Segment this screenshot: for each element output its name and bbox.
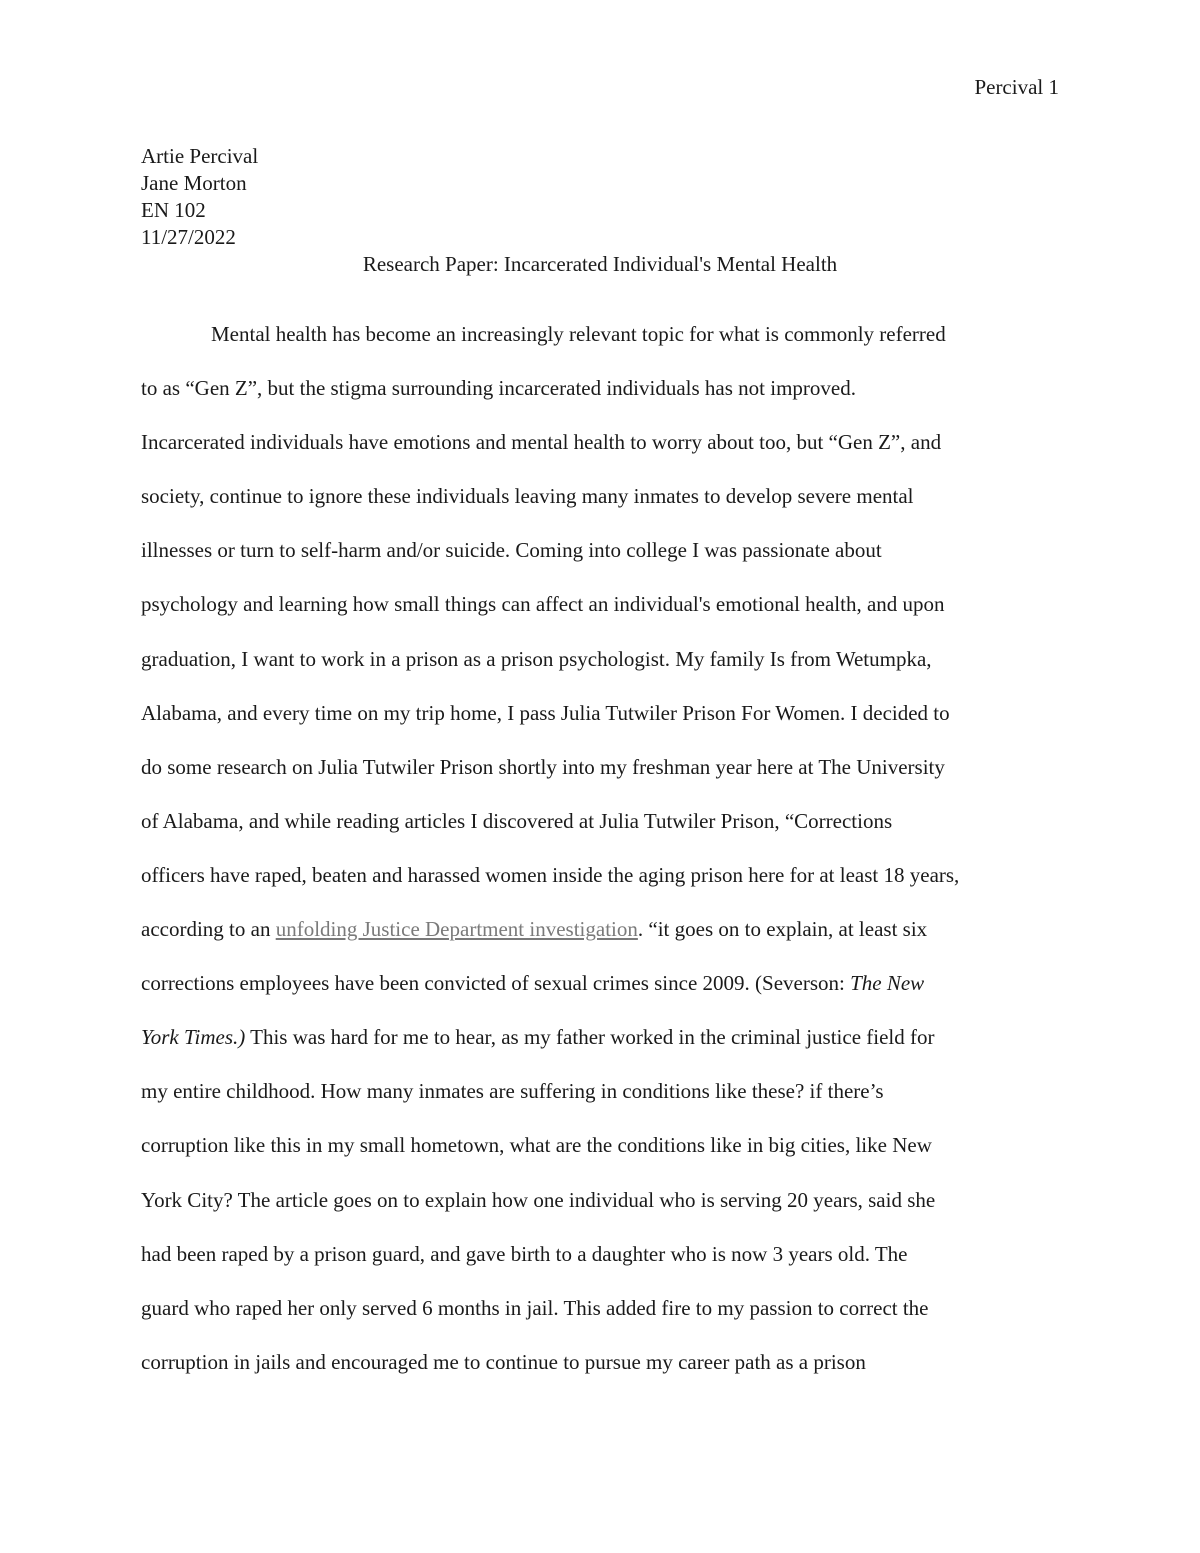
course-name: EN 102 — [141, 198, 206, 222]
paragraph-line: guard who raped her only served 6 months in jail. This added fire to my passion to correct the — [141, 1295, 929, 1320]
line-text: . “it goes on to explain, at least six — [637, 917, 928, 942]
paragraph-line: do some research on Julia Tutwiler Prison shortly into my freshman year here at The University — [141, 754, 945, 779]
paragraph-line: Mental health has become an increasingly relevant topic for what is commonly referred — [211, 322, 946, 346]
paragraph-line — [141, 1010, 1059, 1064]
paper-date: 11/27/2022 — [141, 225, 236, 249]
body-paragraph — [141, 307, 1059, 1389]
paragraph-line: my entire childhood. How many inmates are suffering in conditions like these? if there’s — [141, 1079, 884, 1104]
paragraph-line — [141, 956, 1059, 1010]
paragraph-line: society, continue to ignore these individuals leaving many inmates to develop severe mental — [141, 484, 914, 509]
paragraph-line: corruption in jails and encouraged me to continue to pursue my career path as a prison — [141, 1349, 866, 1374]
running-head: Percival 1 — [974, 75, 1059, 99]
paragraph-line: York City? The article goes on to explain how one individual who is serving 20 years, said she — [141, 1187, 936, 1212]
paragraph-line: had been raped by a prison guard, and gave birth to a daughter who is now 3 years old. The — [141, 1241, 908, 1266]
line-text: corrections employees have been convicted of sexual crimes since 2009. (Severson: — [141, 971, 851, 996]
paragraph-line: psychology and learning how small things can affect an individual's emotional health, and upon — [141, 592, 945, 617]
source-title: The New — [850, 971, 925, 996]
paragraph-line: to as “Gen Z”, but the stigma surrounding incarcerated individuals has not improved. — [141, 376, 856, 401]
line-text: according to an — [141, 917, 276, 942]
paragraph-line: Incarcerated individuals have emotions and mental health to worry about too, but “Gen Z”, and — [141, 430, 942, 455]
paragraph-line: illnesses or turn to self-harm and/or suicide. Coming into college I was passionate about — [141, 538, 882, 563]
paragraph-line — [141, 902, 1059, 956]
paper-title: Research Paper: Incarcerated Individual's Mental Health — [362, 252, 838, 276]
source-title: York Times.) — [141, 1025, 246, 1050]
mla-heading — [141, 143, 258, 251]
line-text: This was hard for me to hear, as my father worked in the criminal justice field for — [245, 1025, 935, 1050]
paragraph-line: graduation, I want to work in a prison as a prison psychologist. My family Is from Wetumpka, — [141, 646, 932, 671]
paragraph-line: officers have raped, beaten and harassed women inside the aging prison here for at least 18 years, — [141, 862, 960, 887]
student-name: Artie Percival — [141, 144, 259, 168]
instructor-name: Jane Morton — [141, 171, 247, 195]
justice-department-link[interactable]: unfolding Justice Department investigation — [275, 917, 638, 942]
paragraph-line: corruption like this in my small hometown, what are the conditions like in big cities, like New — [141, 1133, 932, 1158]
paragraph-line: of Alabama, and while reading articles I discovered at Julia Tutwiler Prison, “Corrections — [141, 808, 893, 833]
paragraph-line: Alabama, and every time on my trip home, I pass Julia Tutwiler Prison For Women. I decided to — [141, 700, 950, 725]
